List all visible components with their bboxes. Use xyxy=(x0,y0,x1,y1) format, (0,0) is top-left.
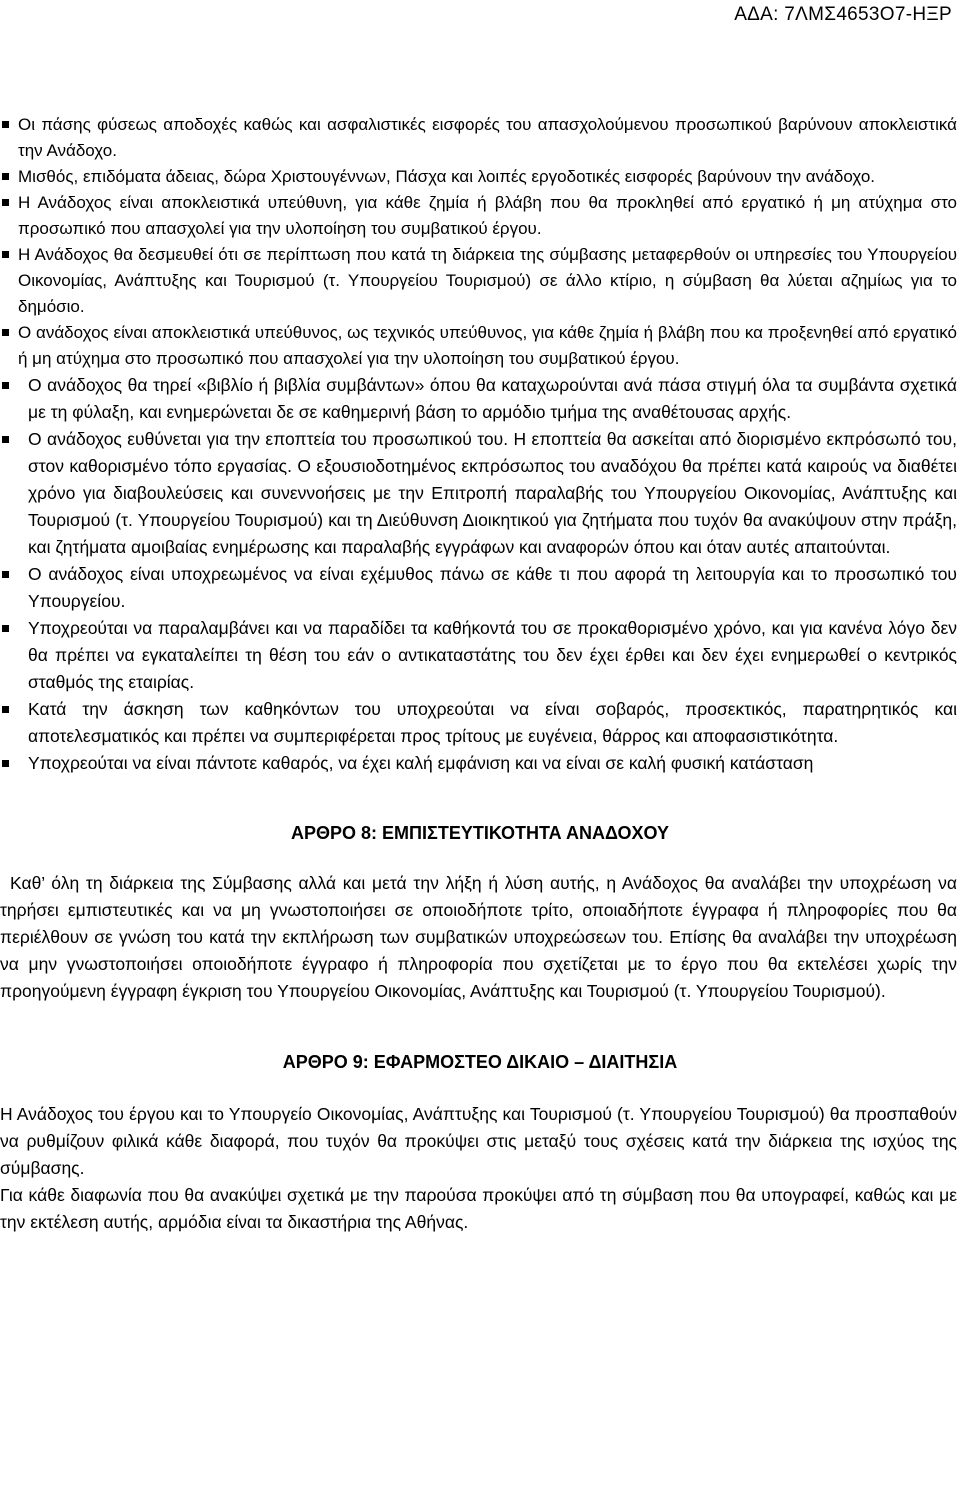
ada-code: ΑΔΑ: 7ΛΜΣ4653Ο7-ΗΞΡ xyxy=(734,4,952,25)
list-item: Ο ανάδοχος είναι αποκλειστικά υπεύθυνος, ως τεχνικός υπεύθυνος, για κάθε ζημία ή βλάβη που κα προξενηθεί από εργατικό ή μη ατύχημα στο προσωπικό που απασχολεί για την υλοποίηση του συμβατικού έργου. xyxy=(0,320,960,372)
article-9-heading: ΑΡΘΡΟ 9: ΕΦΑΡΜΟΣΤΕΟ ΔΙΚΑΙΟ – ΔΙΑΙΤΗΣΙΑ xyxy=(282,1052,678,1072)
article-9-text-1: Η Ανάδοχος του έργου και το Υπουργείο Οικονομίας, Ανάπτυξης και Τουρισμού (τ. Υπουργείου Τουρισμού) θα προσπαθούν να ρυθμίζουν φιλικά κάθε διαφορά, που τυχόν θα προκύψει στις μεταξύ τους σχέσεις κατά την διάρκεια της ισχύος της σύμβασης. xyxy=(0,1104,957,1178)
article-8-heading: ΑΡΘΡΟ 8: ΕΜΠΙΣΤΕΥΤΙΚΟΤΗΤΑ ΑΝΑΔΟΧΟΥ xyxy=(291,823,669,843)
list-item: Η Ανάδοχος θα δεσμευθεί ότι σε περίπτωση που κατά τη διάρκεια της σύμβασης μεταφερθούν οι υπηρεσίες του Υπουργείου Οικονομίας, Ανάπτυξης και Τουρισμού (τ. Υπουργείου Τουρισμού) σε άλλο κτίριο, η σύμβαση θα λύεται αζημίως για το δημόσιο. xyxy=(0,242,960,320)
list-item: Μισθός, επιδόματα άδειας, δώρα Χριστουγέννων, Πάσχα και λοιπές εργοδοτικές εισφορές βαρύνουν την ανάδοχο. xyxy=(0,164,960,190)
document-body xyxy=(0,112,960,1236)
list-item: Ο ανάδοχος είναι υποχρεωμένος να είναι εχέμυθος πάνω σε κάθε τι που αφορά τη λειτουργία και το προσωπικό του Υπουργείου. xyxy=(0,561,960,615)
list-item: Ο ανάδοχος ευθύνεται για την εποπτεία του προσωπικού του. Η εποπτεία θα ασκείται από διορισμένο εκπρόσωπό του, στον καθορισμένο τόπο εργασίας. Ο εξουσιοδοτημένος εκπρόσωπος του αναδόχου θα πρέπει κατά καιρούς να διαθέτει χρόνο για διαβουλεύσεις και συνεννοήσεις με την Επιτροπή παραλαβής του Υπουργείου Οικονομίας, Ανάπτυξης και Τουρισμού (τ. Υπουργείου Τουρισμού) και τη Διεύθυνση Διοικητικού για ζητήματα που τυχόν θα ανακύψουν στην πράξη, και ζητήματα αμοιβαίας ενημέρωσης και παραλαβής εγγράφων και αναφορών όπου και όταν αυτές απαιτούνται. xyxy=(0,426,960,561)
list-item: Υποχρεούται να παραλαμβάνει και να παραδίδει τα καθήκοντά του σε προκαθορισμένο χρόνο, και για κανένα λόγο δεν θα πρέπει να εγκαταλείπει τη θέση του εάν ο αντικαταστάτης του δεν έχει έρθει και δεν έχει ενημερωθεί ο κεντρικός σταθμός της εταιρίας. xyxy=(0,615,960,696)
list-item: Κατά την άσκηση των καθηκόντων του υποχρεούται να είναι σοβαρός, προσεκτικός, παρατηρητικός και αποτελεσματικός και πρέπει να συμπεριφέρεται προς τρίτους με ευγένεια, θάρρος και αποφασιστικότητα. xyxy=(0,696,960,750)
list-item: Ο ανάδοχος θα τηρεί «βιβλίο ή βιβλία συμβάντων» όπου θα καταχωρούνται ανά πάσα στιγμή όλα τα συμβάντα σχετικά με τη φύλαξη, και ενημερώνεται δε σε καθημερινή βάση το αρμόδιο τμήμα της αναθέτουσας αρχής. xyxy=(0,372,960,426)
list-item: Υποχρεούται να είναι πάντοτε καθαρός, να έχει καλή εμφάνιση και να είναι σε καλή φυσική κατάσταση xyxy=(0,750,960,777)
obligations-list xyxy=(0,112,960,777)
article-9-text-2: Για κάθε διαφωνία που θα ανακύψει σχετικά με την παρούσα προκύψει από τη σύμβαση που θα υπογραφεί, καθώς και με την εκτέλεση αυτής, αρμόδια είναι τα δικαστήρια της Αθήνας. xyxy=(0,1185,957,1232)
article-8-text: Καθ’ όλη τη διάρκεια της Σύμβασης αλλά και μετά την λήξη ή λύση αυτής, η Ανάδοχος θα αναλάβει την υποχρέωση να τηρήσει εμπιστευτικές και να μη γνωστοποιήσει σε οποιοδήποτε τρίτο, οποιαδήποτε έγγραφα ή πληροφορίες που θα περιέλθουν σε γνώση του κατά την εκπλήρωση των συμβατικών υποχρεώσεων του. Επίσης θα αναλάβει την υποχρέωση να μην γνωστοποιήσει οποιοδήποτε έγγραφο ή πληροφορία που σχετίζεται με το έργο που θα εκτελέσει χωρίς την προηγούμενη έγγραφη έγκριση του Υπουργείου Οικονομίας, Ανάπτυξης και Τουρισμού (τ. Υπουργείου Τουρισμού). xyxy=(0,873,957,1001)
list-item: Η Ανάδοχος είναι αποκλειστικά υπεύθυνη, για κάθε ζημία ή βλάβη που θα προκληθεί από εργατικό ή μη ατύχημα στο προσωπικό που απασχολεί για την υλοποίηση του συμβατικού έργου. xyxy=(0,190,960,242)
list-item: Οι πάσης φύσεως αποδοχές καθώς και ασφαλιστικές εισφορές του απασχολούμενου προσωπικού βαρύνουν αποκλειστικά την Ανάδοχο. xyxy=(0,112,960,164)
